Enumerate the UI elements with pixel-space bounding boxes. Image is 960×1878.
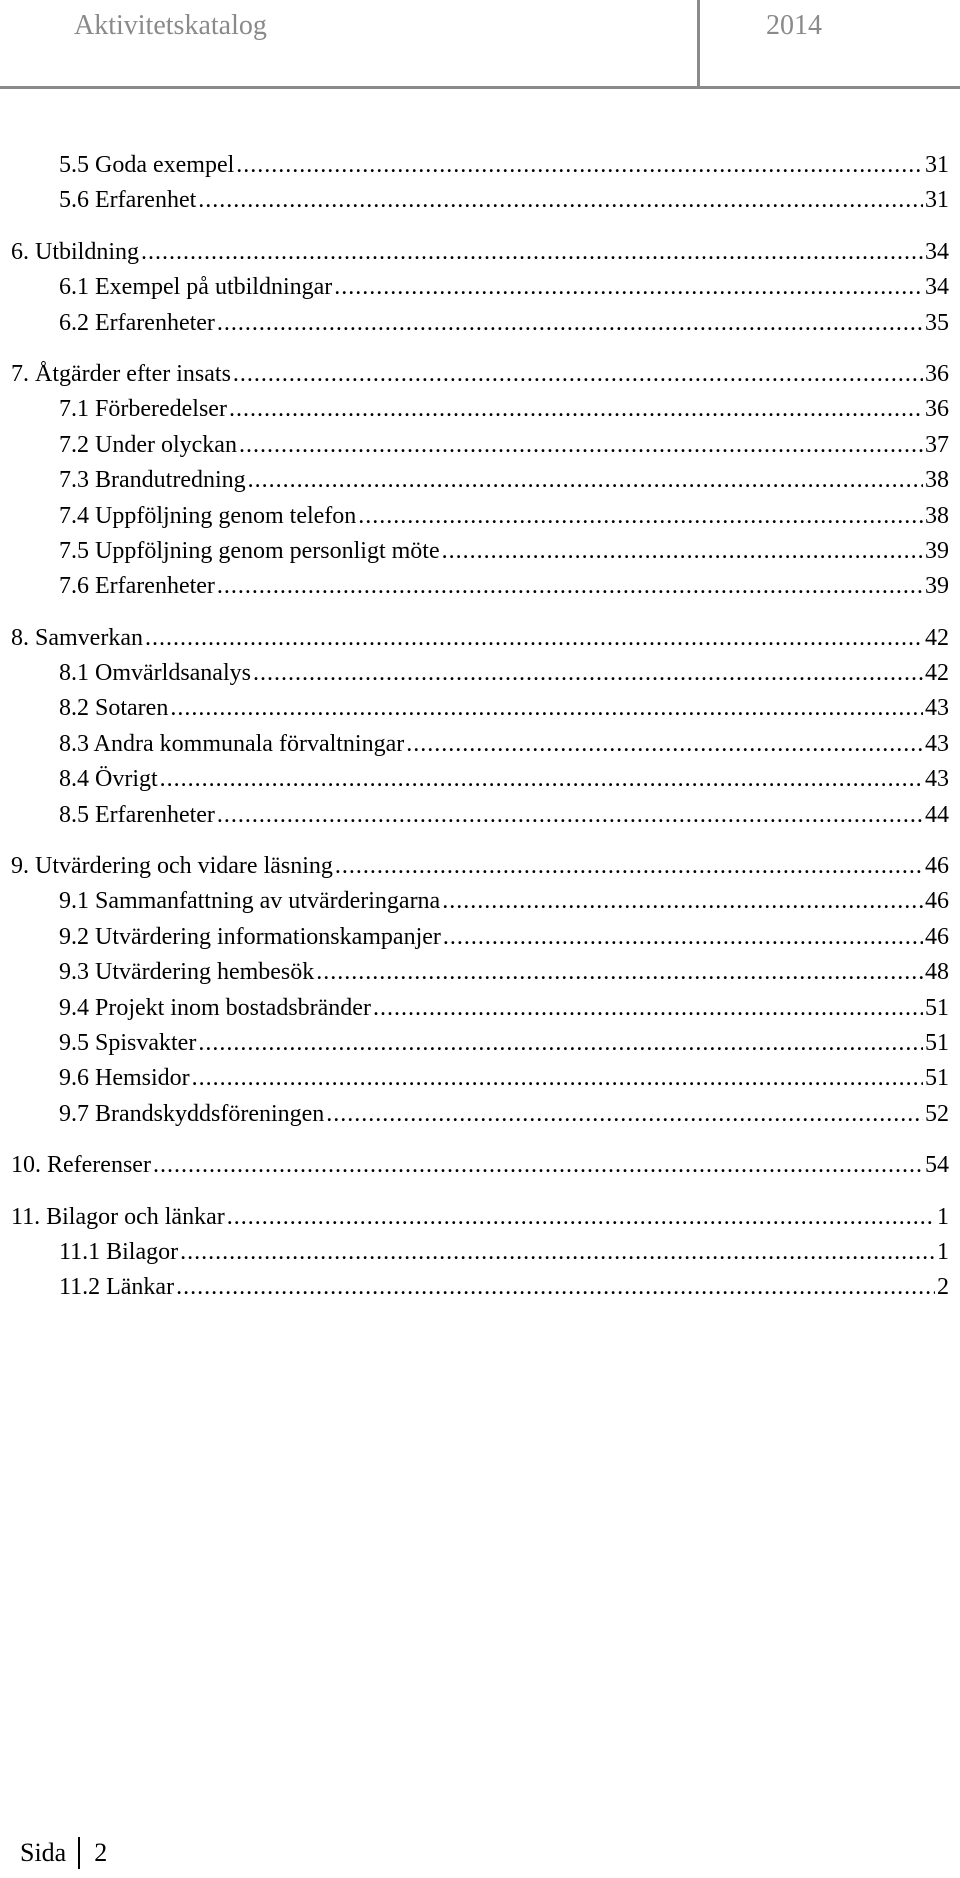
- toc-entry[interactable]: [59, 392, 960, 427]
- toc-entry-page: 51: [925, 1029, 949, 1056]
- toc-entry-page: 38: [925, 502, 949, 529]
- toc-dot-leader: [160, 762, 923, 797]
- toc-group: [0, 849, 960, 1132]
- toc-entry[interactable]: [59, 798, 960, 833]
- toc-entry-page: 34: [925, 238, 949, 265]
- header-divider-vertical: [697, 0, 700, 86]
- toc-entry[interactable]: [59, 463, 960, 498]
- toc-entry-title: 7.6 Erfarenheter: [59, 573, 215, 600]
- toc-dot-leader: [233, 357, 923, 392]
- toc-dot-leader: [198, 1026, 923, 1061]
- toc-entry[interactable]: [59, 306, 960, 341]
- toc-entry[interactable]: [59, 920, 960, 955]
- toc-entry[interactable]: [59, 569, 960, 604]
- toc-entry-page: 2: [937, 1274, 949, 1301]
- toc-dot-leader: [153, 1148, 923, 1183]
- toc-entry-title: 7.1 Förberedelser: [59, 396, 227, 423]
- toc-entry-page: 38: [925, 467, 949, 494]
- toc-entry-title: 5.5 Goda exempel: [59, 152, 235, 178]
- toc-entry-page: 43: [925, 730, 949, 757]
- toc-entry[interactable]: [11, 235, 960, 270]
- footer-separator: [78, 1837, 80, 1869]
- toc-entry[interactable]: [59, 884, 960, 919]
- toc-entry-page: 31: [925, 152, 949, 178]
- toc-entry-page: 42: [925, 660, 949, 687]
- toc-entry[interactable]: [59, 656, 960, 691]
- toc-group: [0, 621, 960, 833]
- toc-entry-title: 11.2 Länkar: [59, 1274, 175, 1301]
- toc-dot-leader: [217, 306, 923, 341]
- toc-dot-leader: [335, 849, 923, 884]
- toc-entry-title: 10. Referenser: [11, 1152, 151, 1179]
- toc-entry[interactable]: [11, 1200, 960, 1235]
- toc-dot-leader: [443, 920, 923, 955]
- toc-entry-page: 36: [925, 396, 949, 423]
- toc-entry-page: 31: [925, 187, 949, 214]
- toc-entry-page: 34: [925, 274, 949, 301]
- toc-entry[interactable]: [11, 849, 960, 884]
- toc-entry-page: 39: [925, 537, 949, 564]
- toc-dot-leader: [373, 991, 923, 1026]
- toc-dot-leader: [253, 656, 923, 691]
- toc-group: [0, 148, 960, 219]
- toc-dot-leader: [442, 884, 923, 919]
- toc-dot-leader: [442, 534, 923, 569]
- toc-entry-title: 8. Samverkan: [11, 624, 143, 651]
- toc-entry-page: 43: [925, 766, 949, 793]
- toc-entry-title: 9.2 Utvärdering informationskampanjer: [59, 923, 441, 950]
- toc-entry[interactable]: [59, 1270, 960, 1305]
- toc-entry-title: 7.4 Uppföljning genom telefon: [59, 502, 357, 529]
- toc-entry-page: 44: [925, 801, 949, 828]
- toc-entry-page: 52: [925, 1100, 949, 1127]
- toc-dot-leader: [217, 569, 923, 604]
- toc-entry-title: 7.5 Uppföljning genom personligt möte: [59, 537, 440, 564]
- toc-entry-title: 11.1 Bilagor: [59, 1238, 179, 1265]
- toc-entry-title: 9.5 Spisvakter: [59, 1029, 197, 1056]
- toc-entry-page: 46: [925, 923, 949, 950]
- toc-entry-page: 37: [925, 431, 949, 458]
- page-footer: [20, 1836, 107, 1870]
- toc-entry-page: 1: [937, 1238, 949, 1265]
- toc-dot-leader: [141, 235, 923, 270]
- toc-entry-page: 43: [925, 695, 949, 722]
- toc-entry-page: 39: [925, 573, 949, 600]
- toc-entry[interactable]: [59, 1235, 960, 1270]
- table-of-contents: [0, 148, 960, 1322]
- toc-dot-leader: [248, 463, 923, 498]
- toc-entry[interactable]: [59, 955, 960, 990]
- toc-dot-leader: [406, 727, 923, 762]
- toc-entry-title: 5.6 Erfarenhet: [59, 187, 197, 214]
- toc-group: [0, 357, 960, 605]
- toc-entry[interactable]: [59, 428, 960, 463]
- toc-group: [0, 235, 960, 341]
- toc-entry-page: 51: [925, 994, 949, 1021]
- toc-dot-leader: [239, 428, 923, 463]
- toc-entry-title: 7. Åtgärder efter insats: [11, 360, 231, 387]
- toc-entry[interactable]: [11, 357, 960, 392]
- toc-entry-title: 7.2 Under olyckan: [59, 431, 237, 458]
- toc-entry-page: 36: [925, 360, 949, 387]
- toc-entry[interactable]: [59, 270, 960, 305]
- toc-entry-title: 9.1 Sammanfattning av utvärderingarna: [59, 888, 441, 915]
- toc-entry[interactable]: [59, 1061, 960, 1096]
- toc-entry[interactable]: [59, 691, 960, 726]
- header-divider-horizontal: [0, 86, 960, 89]
- toc-entry-title: 9.4 Projekt inom bostadsbränder: [59, 994, 371, 1021]
- toc-entry-page: 48: [925, 959, 949, 986]
- toc-dot-leader: [236, 148, 923, 183]
- toc-entry-title: 7.3 Brandutredning: [59, 467, 246, 494]
- toc-group: [0, 1200, 960, 1306]
- toc-dot-leader: [170, 691, 923, 726]
- toc-entry-page: 42: [925, 624, 949, 651]
- toc-dot-leader: [192, 1061, 923, 1096]
- toc-dot-leader: [229, 392, 923, 427]
- toc-dot-leader: [358, 499, 923, 534]
- header-year: 2014: [766, 10, 822, 41]
- toc-entry-title: 6.1 Exempel på utbildningar: [59, 274, 333, 301]
- toc-entry-title: 8.5 Erfarenheter: [59, 801, 215, 828]
- toc-entry[interactable]: [59, 1097, 960, 1132]
- toc-entry[interactable]: [59, 499, 960, 534]
- toc-entry-page: 51: [925, 1065, 949, 1092]
- toc-dot-leader: [316, 955, 923, 990]
- toc-entry-title: 9.3 Utvärdering hembesök: [59, 959, 315, 986]
- toc-entry[interactable]: [59, 727, 960, 762]
- toc-entry-page: 46: [925, 888, 949, 915]
- toc-entry[interactable]: [11, 621, 960, 656]
- toc-entry-page: 1: [937, 1203, 949, 1230]
- toc-entry-title: 6. Utbildning: [11, 238, 140, 265]
- toc-entry[interactable]: [59, 534, 960, 569]
- toc-entry-title: 11. Bilagor och länkar: [11, 1203, 225, 1230]
- toc-entry[interactable]: [11, 1148, 960, 1183]
- header-title: Aktivitetskatalog: [74, 10, 267, 41]
- toc-entry[interactable]: [59, 1026, 960, 1061]
- toc-dot-leader: [180, 1235, 935, 1270]
- toc-entry[interactable]: [59, 183, 960, 218]
- toc-dot-leader: [145, 621, 923, 656]
- footer-page-number: 2: [94, 1838, 108, 1867]
- footer-page-label: Sida: [20, 1838, 67, 1867]
- page-header: [0, 0, 960, 90]
- toc-dot-leader: [198, 183, 923, 218]
- toc-entry-title: 8.1 Omvärldsanalys: [59, 660, 251, 687]
- toc-entry-page: 35: [925, 309, 949, 336]
- toc-entry[interactable]: [59, 148, 960, 183]
- toc-entry[interactable]: [59, 991, 960, 1026]
- toc-dot-leader: [334, 270, 923, 305]
- toc-entry-title: 8.3 Andra kommunala förvaltningar: [59, 730, 405, 757]
- toc-entry-title: 6.2 Erfarenheter: [59, 309, 215, 336]
- toc-dot-leader: [326, 1097, 923, 1132]
- toc-entry-title: 8.2 Sotaren: [59, 695, 169, 722]
- toc-entry[interactable]: [59, 762, 960, 797]
- toc-entry-page: 54: [925, 1152, 949, 1179]
- toc-group: [0, 1148, 960, 1183]
- toc-entry-title: 9. Utvärdering och vidare läsning: [11, 853, 333, 880]
- toc-dot-leader: [217, 798, 923, 833]
- toc-entry-title: 9.7 Brandskyddsföreningen: [59, 1100, 325, 1127]
- toc-dot-leader: [227, 1200, 935, 1235]
- toc-entry-page: 46: [925, 853, 949, 880]
- toc-entry-title: 9.6 Hemsidor: [59, 1065, 190, 1092]
- toc-dot-leader: [176, 1270, 935, 1305]
- toc-entry-title: 8.4 Övrigt: [59, 766, 158, 793]
